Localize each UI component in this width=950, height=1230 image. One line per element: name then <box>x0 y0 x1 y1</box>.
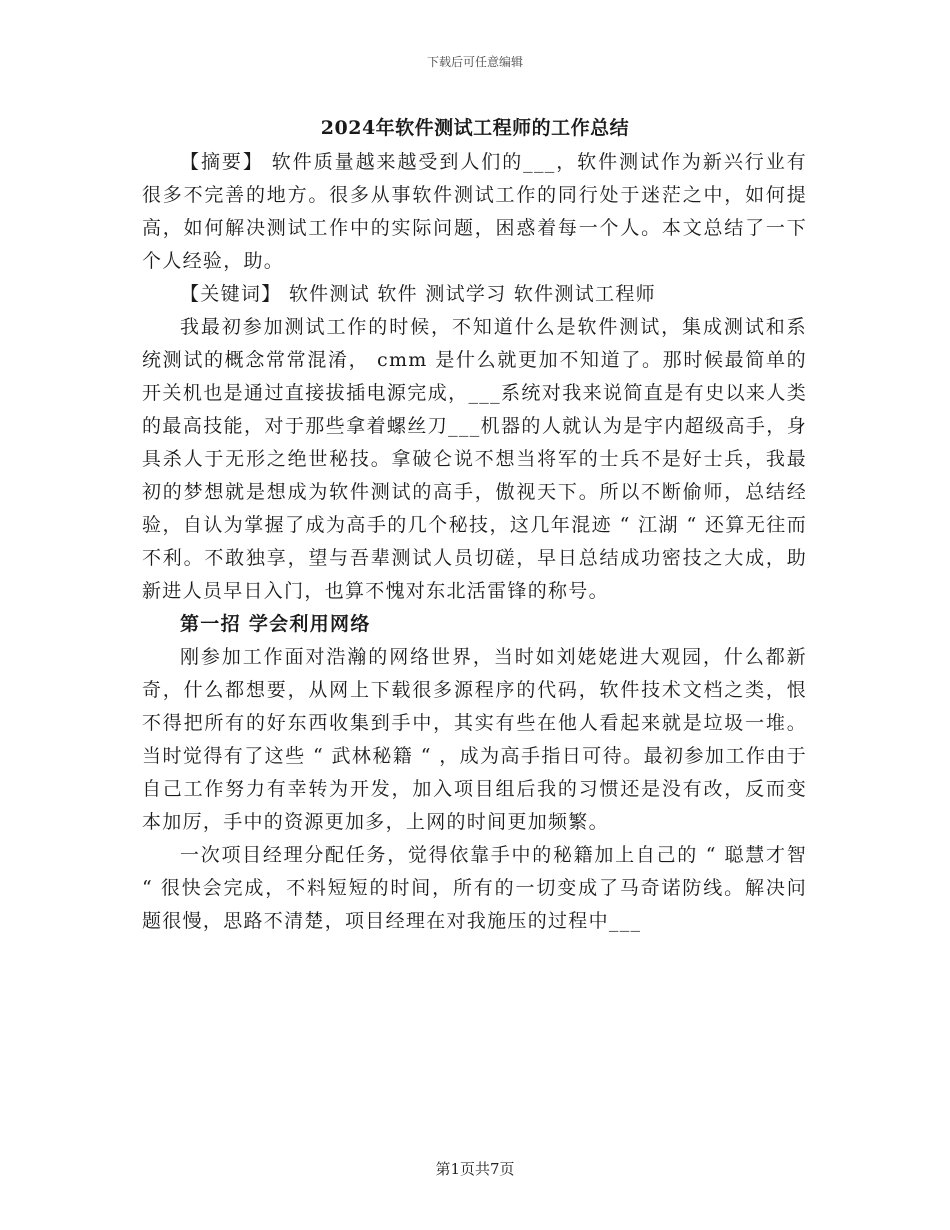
section-heading: 第一招 学会利用网络 <box>180 613 371 635</box>
document-title: 2024年软件测试工程师的工作总结 <box>320 117 630 139</box>
document-body <box>142 146 807 938</box>
section-paragraph-2: 一次项目经理分配任务，觉得依靠手中的秘籍加上自己的 “ 聪慧才智 “ 很快会完成，不料短短的时间，所有的一切变成了马奇诺防线。解决问题很慢，思路不清楚，项目经理在对我施压的过程中___ <box>142 844 807 932</box>
section-paragraph-1: 刚参加工作面对浩瀚的网络世界，当时如刘姥姥进大观园，什么都新奇，什么都想要，从网上下载很多源程序的代码，软件技术文档之类，恨不得把所有的好东西收集到手中，其实有些在他人看起来就是垃圾一堆。当时觉得有了这些 “ 武林秘籍 “ ，成为高手指日可待。最初参加工作由于自己工作努力有幸转为开发，加入项目组后我的习惯还是没有改，反而变本加厉，手中的资源更加多，上网的时间更加频繁。 <box>142 646 807 833</box>
page-number: 第1页共7页 <box>435 1160 515 1178</box>
intro-paragraph: 我最初参加测试工作的时候，不知道什么是软件测试，集成测试和系统测试的概念常常混淆， cmm 是什么就更加不知道了。那时候最简单的开关机也是通过直接拔插电源完成，___系统对我来说简直是有史以来人类的最高技能，对于那些拿着螺丝刀___机器的人就认为是宇内超级高手，身具杀人于无形之绝世秘技。拿破仑说不想当将军的士兵不是好士兵，我最初的梦想就是想成为软件测试的高手，傲视天下。所以不断偷师，总结经验，自认为掌握了成为高手的几个秘技，这几年混迹 “ 江湖 “ 还算无往而不利。不敢独享，望与吾辈测试人员切磋，早日总结成功密技之大成，助新进人员早日入门，也算不愧对东北活雷锋的称号。 <box>142 316 807 602</box>
keywords-paragraph: 【关键词】 软件测试 软件 测试学习 软件测试工程师 <box>180 283 656 305</box>
abstract-paragraph: 【摘要】 软件质量越来越受到人们的___，软件测试作为新兴行业有很多不完善的地方。很多从事软件测试工作的同行处于迷茫之中，如何提高，如何解决测试工作中的实际问题，困惑着每一个人。本文总结了一下个人经验，助。 <box>142 151 807 272</box>
header-note: 下载后可任意编辑 <box>426 55 523 69</box>
